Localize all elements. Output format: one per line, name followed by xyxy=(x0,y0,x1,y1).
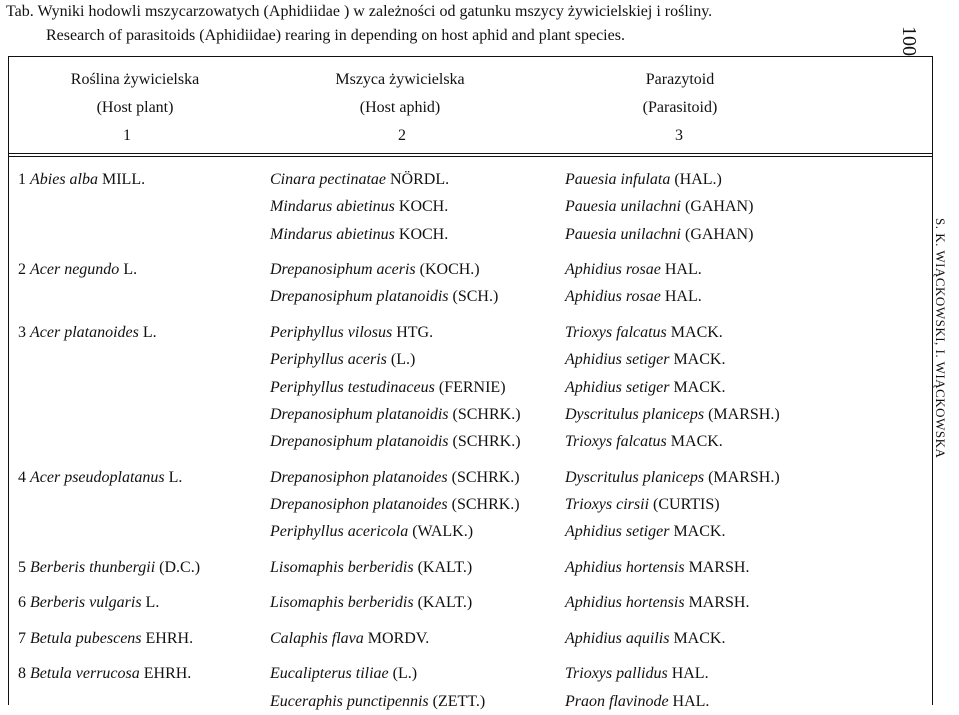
host-aphid-name: Cinara pectinatae xyxy=(270,171,386,188)
parasitoid-cell xyxy=(565,256,702,283)
parasitoid-cell xyxy=(565,554,749,581)
parasitoid-name: Dyscritulus planiceps xyxy=(565,405,705,423)
row-number: 5 xyxy=(18,558,30,576)
host-aphid-name: Eucalipterus tiliae xyxy=(270,665,389,683)
parasitoid-cell xyxy=(565,625,725,652)
host-plant-name: Acer negundo xyxy=(30,261,120,279)
host-aphid-name: Drepanosiphum platanoidis xyxy=(270,433,449,451)
parasitoid-name: Praon flavinode xyxy=(565,692,669,710)
header-host-aphid-pl: Mszyca żywicielska xyxy=(335,71,465,88)
parasitoid-name: Aphidius hortensis xyxy=(565,594,685,612)
row-number: 1 xyxy=(18,171,30,188)
parasitoid-author: (MARSH.) xyxy=(708,468,780,486)
row-number: 2 xyxy=(18,261,30,279)
host-plant-author: (D.C.) xyxy=(159,558,201,576)
host-aphid-cell xyxy=(270,428,521,455)
parasitoid-author: MARSH. xyxy=(688,594,750,612)
header-host-aphid-en: (Host aphid) xyxy=(359,99,441,116)
parasitoid-name: Dyscritulus planiceps xyxy=(565,468,705,486)
parasitoid-cell xyxy=(565,346,725,373)
host-plant-cell xyxy=(18,554,200,581)
host-aphid-name: Drepanosiphon platanoides xyxy=(270,468,448,486)
host-aphid-author: (KALT.) xyxy=(417,594,473,612)
parasitoid-cell xyxy=(565,401,780,428)
parasitoid-name: Pauesia infulata xyxy=(565,171,671,188)
host-plant-cell xyxy=(18,464,182,491)
parasitoid-name: Aphidius setiger xyxy=(565,523,670,541)
host-plant-author: L. xyxy=(145,594,160,612)
column-number-2: 2 xyxy=(398,127,406,144)
header-parasitoid-pl: Parazytoid xyxy=(645,71,715,88)
host-plant-author: MILL. xyxy=(102,171,146,188)
parasitoid-cell xyxy=(565,221,753,248)
parasitoid-cell xyxy=(565,464,780,491)
parasitoid-author: MACK. xyxy=(673,378,726,396)
header-rule-bottom xyxy=(8,156,932,157)
parasitoid-author: (GAHAN) xyxy=(684,198,754,216)
parasitoid-author: (GAHAN) xyxy=(684,225,754,243)
parasitoid-cell xyxy=(565,193,753,220)
host-plant-cell xyxy=(18,660,191,687)
host-aphid-cell xyxy=(270,256,480,283)
host-aphid-cell xyxy=(270,374,506,401)
host-plant-author: L. xyxy=(168,468,183,486)
parasitoid-author: HAL. xyxy=(664,288,702,306)
host-plant-author: EHRH. xyxy=(143,665,192,683)
parasitoid-cell xyxy=(565,166,722,193)
parasitoid-name: Trioxys falcatus xyxy=(565,433,667,451)
host-aphid-author: (KALT.) xyxy=(417,558,473,576)
parasitoid-author: MACK. xyxy=(673,629,726,647)
host-aphid-author: (L.) xyxy=(392,665,418,683)
caption-line-english: Research of parasitoids (Aphidiidae) rearing in depending on host aphid and plant species. xyxy=(46,27,625,44)
host-aphid-cell xyxy=(270,166,449,193)
host-aphid-author: (KOCH.) xyxy=(419,261,480,279)
running-head: S. K. WIĄCKOWSKI, I. WIĄCKOWSKA xyxy=(933,218,948,459)
parasitoid-author: MACK. xyxy=(673,523,726,541)
parasitoid-cell xyxy=(565,428,723,455)
parasitoid-name: Aphidius setiger xyxy=(565,351,670,369)
parasitoid-author: (MARSH.) xyxy=(708,405,780,423)
parasitoid-name: Aphidius aquilis xyxy=(565,629,670,647)
host-plant-author: EHRH. xyxy=(145,629,194,647)
parasitoid-name: Pauesia unilachni xyxy=(565,225,681,243)
host-aphid-author: (ZETT.) xyxy=(432,692,486,710)
parasitoid-cell xyxy=(565,518,725,545)
host-aphid-author: NÖRDL. xyxy=(389,171,450,188)
parasitoid-author: HAL. xyxy=(671,665,709,683)
header-host-plant-en: (Host plant) xyxy=(96,99,174,116)
parasitoid-author: MACK. xyxy=(670,323,723,341)
parasitoid-cell xyxy=(565,283,702,310)
parasitoid-cell xyxy=(565,688,709,715)
host-aphid-name: Drepanosiphum platanoidis xyxy=(270,405,449,423)
header-rule-top xyxy=(8,153,932,154)
column-number-1: 1 xyxy=(123,127,131,144)
row-number: 7 xyxy=(18,629,30,647)
host-aphid-author: (SCHRK.) xyxy=(452,433,521,451)
host-plant-cell xyxy=(18,589,159,616)
caption-line-polish: Tab. Wyniki hodowli mszycarzowatych (Aphidiidae ) w zależności od gatunku mszycy żywicielskiej i rośliny. xyxy=(6,3,713,20)
parasitoid-cell xyxy=(565,589,749,616)
parasitoid-author: MACK. xyxy=(670,433,723,451)
parasitoid-name: Pauesia unilachni xyxy=(565,198,681,216)
parasitoid-cell xyxy=(565,374,725,401)
host-aphid-name: Lisomaphis berberidis xyxy=(270,594,414,612)
host-aphid-author: HTG. xyxy=(396,323,434,341)
host-plant-cell xyxy=(18,256,137,283)
host-aphid-name: Mindarus abietinus xyxy=(270,198,395,216)
host-plant-name: Acer pseudoplatanus xyxy=(30,468,165,486)
host-aphid-author: KOCH. xyxy=(398,225,449,243)
host-plant-name: Acer platanoides xyxy=(30,323,139,341)
header-host-plant-pl: Roślina żywicielska xyxy=(70,71,200,88)
host-aphid-author: (L.) xyxy=(390,351,416,369)
table-caption xyxy=(6,0,906,48)
host-aphid-cell xyxy=(270,688,485,715)
parasitoid-name: Aphidius hortensis xyxy=(565,558,685,576)
host-aphid-name: Calaphis flava xyxy=(270,629,364,647)
parasitoid-name: Trioxys cirsii xyxy=(565,495,650,513)
host-plant-name: Betula verrucosa xyxy=(30,665,140,683)
host-aphid-cell xyxy=(270,554,472,581)
host-aphid-cell xyxy=(270,625,429,652)
host-aphid-cell xyxy=(270,660,417,687)
parasitoid-name: Aphidius rosae xyxy=(565,288,661,306)
parasitoid-author: (CURTIS) xyxy=(653,495,720,513)
host-aphid-name: Periphyllus acericola xyxy=(270,523,409,541)
host-plant-author: L. xyxy=(142,323,157,341)
host-plant-cell xyxy=(18,625,193,652)
host-aphid-name: Euceraphis punctipennis xyxy=(270,692,429,710)
host-plant-cell xyxy=(18,319,157,346)
host-plant-name: Berberis thunbergii xyxy=(30,558,156,576)
parasitoid-cell xyxy=(565,491,720,518)
host-aphid-cell xyxy=(270,589,472,616)
host-aphid-author: (WALK.) xyxy=(412,523,474,541)
parasitoid-author: MACK. xyxy=(673,351,726,369)
host-aphid-author: (SCHRK.) xyxy=(451,468,520,486)
host-aphid-cell xyxy=(270,221,448,248)
host-plant-name: Betula pubescens xyxy=(30,629,142,647)
host-aphid-author: (SCH.) xyxy=(452,288,499,306)
header-host-aphid xyxy=(300,66,500,122)
header-parasitoid xyxy=(570,66,790,122)
parasitoid-cell xyxy=(565,319,723,346)
host-plant-cell xyxy=(18,166,145,193)
host-aphid-cell xyxy=(270,346,415,373)
parasitoid-author: HAL. xyxy=(672,692,710,710)
header-host-plant xyxy=(40,66,230,122)
host-aphid-author: KOCH. xyxy=(398,198,449,216)
parasitoid-author: HAL. xyxy=(664,261,702,279)
host-aphid-cell xyxy=(270,491,520,518)
host-aphid-name: Periphyllus testudinaceus xyxy=(270,378,435,396)
parasitoid-name: Aphidius setiger xyxy=(565,378,670,396)
host-aphid-cell xyxy=(270,283,498,310)
host-aphid-cell xyxy=(270,464,520,491)
host-aphid-author: (SCHRK.) xyxy=(452,405,521,423)
parasitoid-name: Trioxys falcatus xyxy=(565,323,667,341)
row-number: 4 xyxy=(18,468,30,486)
row-number: 8 xyxy=(18,665,30,683)
host-aphid-name: Periphyllus vilosus xyxy=(270,323,393,341)
host-aphid-cell xyxy=(270,193,448,220)
parasitoid-author: (HAL.) xyxy=(674,171,722,188)
host-plant-name: Berberis vulgaris xyxy=(30,594,142,612)
host-aphid-name: Drepanosiphum aceris xyxy=(270,261,416,279)
host-aphid-author: (FERNIE) xyxy=(438,378,506,396)
header-parasitoid-en: (Parasitoid) xyxy=(642,99,718,116)
parasitoid-cell xyxy=(565,660,709,687)
host-plant-name: Abies alba xyxy=(30,171,98,188)
host-aphid-author: (SCHRK.) xyxy=(451,495,520,513)
host-aphid-name: Drepanosiphon platanoides xyxy=(270,495,448,513)
host-aphid-author: MORDV. xyxy=(367,629,430,647)
page-number: 100 xyxy=(898,26,920,56)
host-aphid-cell xyxy=(270,518,473,545)
parasitoid-name: Trioxys pallidus xyxy=(565,665,668,683)
row-number: 3 xyxy=(18,323,30,341)
parasitoid-author: MARSH. xyxy=(688,558,750,576)
column-number-3: 3 xyxy=(675,127,683,144)
host-aphid-name: Periphyllus aceris xyxy=(270,351,387,369)
row-number: 6 xyxy=(18,594,30,612)
host-plant-author: L. xyxy=(123,261,138,279)
host-aphid-name: Mindarus abietinus xyxy=(270,225,395,243)
host-aphid-cell xyxy=(270,401,521,428)
parasitoid-name: Aphidius rosae xyxy=(565,261,661,279)
host-aphid-name: Drepanosiphum platanoidis xyxy=(270,288,449,306)
host-aphid-name: Lisomaphis berberidis xyxy=(270,558,414,576)
host-aphid-cell xyxy=(270,319,433,346)
